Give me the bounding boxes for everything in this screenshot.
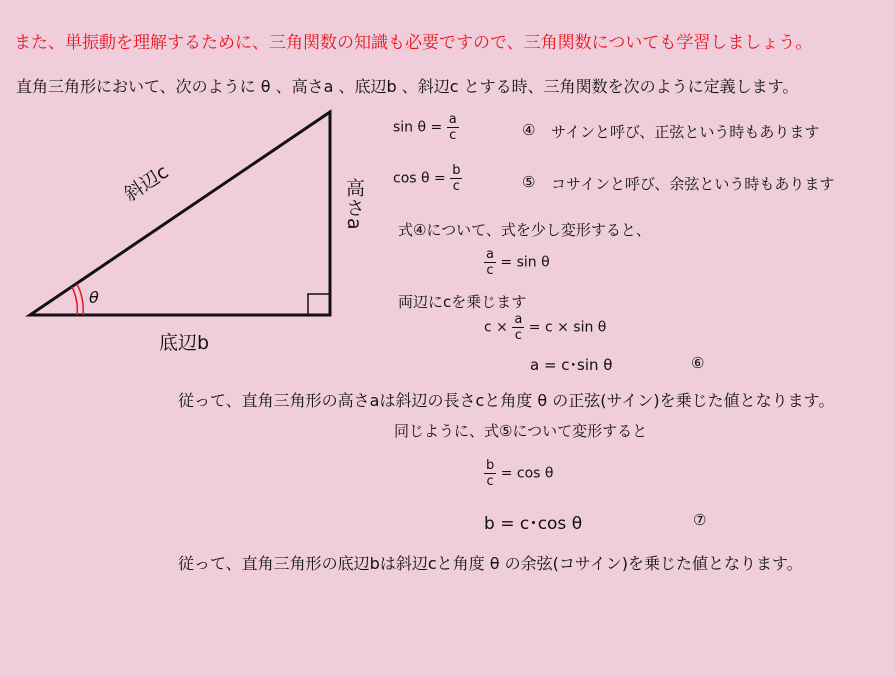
height-label: 高さa bbox=[343, 178, 365, 231]
step-intro: 式④について、式を少し変形すると、 bbox=[398, 221, 651, 239]
step1-fraction bbox=[484, 248, 496, 277]
angle-label: θ bbox=[89, 288, 99, 307]
step3-rhs: = c × sin θ bbox=[528, 319, 607, 336]
similar-text: 同じように、式⑤について変形すると bbox=[394, 422, 648, 440]
eq4-formula bbox=[393, 113, 459, 142]
eq4-numerator: a bbox=[448, 112, 457, 127]
step3-denominator: c bbox=[514, 328, 522, 343]
intro-text: また、単振動を理解するために、三角関数の知識も必要ですので、三角関数についても学習しましょう。 bbox=[14, 33, 813, 53]
eq5-note: コサインと呼び、余弦という時もあります bbox=[551, 175, 835, 193]
eq6-number: ⑥ bbox=[691, 354, 705, 372]
step3-formula bbox=[484, 313, 606, 342]
hypotenuse-label: 斜辺c bbox=[120, 160, 173, 207]
step1-formula bbox=[484, 248, 550, 277]
eq6-formula: a = c･sin θ bbox=[530, 356, 613, 374]
angle-arc-inner bbox=[72, 287, 77, 315]
step3-numerator: a bbox=[514, 312, 523, 327]
definition-text: 直角三角形において、次のように θ 、高さa 、底辺b 、斜辺c とする時、三角関数を次のように定義します。 bbox=[16, 77, 799, 96]
eq4-note: サインと呼び、正弦という時もあります bbox=[551, 123, 820, 141]
eq5-fraction bbox=[450, 164, 462, 193]
eq4-lhs: sin θ = bbox=[393, 119, 443, 136]
eq4-number: ④ bbox=[522, 121, 536, 139]
step4-numerator: b bbox=[486, 458, 495, 473]
conclusion-2: 従って、直角三角形の底辺bは斜辺cと角度 θ の余弦(コサイン)を乗じた値となります。 bbox=[178, 554, 803, 573]
step4-denominator: c bbox=[486, 474, 494, 489]
eq5-denominator: c bbox=[452, 179, 460, 194]
step1-rhs: = sin θ bbox=[500, 254, 550, 271]
base-label: 底辺b bbox=[159, 332, 210, 354]
eq5-lhs: cos θ = bbox=[393, 170, 446, 187]
eq7-formula: b = c･cos θ bbox=[484, 514, 583, 534]
step1-numerator: a bbox=[486, 247, 494, 262]
eq5-formula bbox=[393, 164, 462, 193]
step1-denominator: c bbox=[486, 263, 494, 278]
step3-fraction bbox=[512, 313, 524, 342]
eq5-number: ⑤ bbox=[522, 173, 536, 191]
conclusion-1: 従って、直角三角形の高さaは斜辺の長さcと角度 θ の正弦(サイン)を乗じた値となります。 bbox=[178, 391, 835, 410]
step4-fraction bbox=[484, 459, 496, 488]
eq7-number: ⑦ bbox=[693, 511, 707, 529]
eq5-numerator: b bbox=[452, 163, 461, 178]
step3-lhs: c × bbox=[484, 319, 508, 336]
right-angle-mark bbox=[308, 294, 330, 315]
step2-text: 両辺にcを乗じます bbox=[398, 293, 527, 311]
triangle-outline bbox=[30, 112, 330, 315]
step4-formula bbox=[484, 459, 553, 488]
eq4-denominator: c bbox=[449, 128, 457, 143]
eq4-fraction bbox=[447, 113, 459, 142]
step4-rhs: = cos θ bbox=[500, 465, 554, 482]
